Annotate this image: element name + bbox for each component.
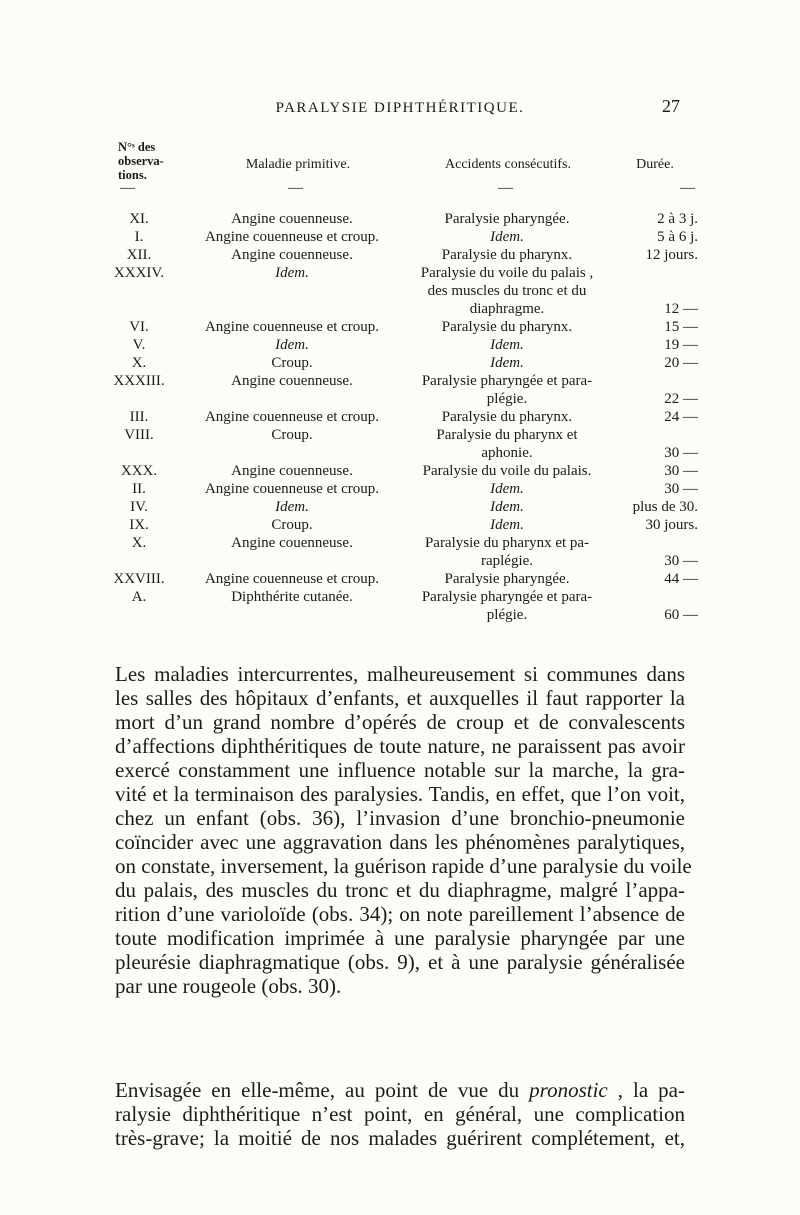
accident-line: Idem. — [490, 337, 524, 353]
accidents-consecutifs — [398, 246, 616, 264]
accidents-consecutifs — [398, 498, 616, 516]
text-line: chez un enfant (obs. 36), l’invasion d’une bronchio-pneumonie — [115, 806, 685, 830]
table-row — [0, 480, 800, 498]
accidents-consecutifs — [398, 534, 616, 570]
text-line: toute modification imprimée à une paralysie pharyngée par une — [115, 926, 685, 950]
accident-line: des muscles du tronc et du — [427, 283, 587, 299]
text-line: rition d’une varioloïde (obs. 34); on note pareillement l’absence de — [115, 902, 685, 926]
text-line: d’affections diphthéritiques de toute nature, ne paraissent pas avoir — [115, 734, 685, 758]
table-row — [0, 246, 800, 264]
observation-number: VI. — [129, 319, 149, 335]
accident-line: Paralysie du pharynx. — [441, 247, 573, 263]
paragraph-prognosis — [115, 1078, 685, 1150]
paragraph-intercurrent-diseases — [115, 662, 692, 998]
duree: 30 — — [664, 481, 698, 497]
maladie-primitive: Diphthérite cutanée. — [231, 589, 353, 605]
table-row — [0, 462, 800, 480]
duree: 30 — — [664, 445, 698, 461]
observation-number: XXX. — [120, 463, 158, 479]
page-number: 27 — [662, 96, 680, 116]
maladie-primitive: Angine couenneuse et croup. — [204, 319, 380, 335]
duree: 44 — — [664, 571, 698, 587]
duree: 5 à 6 j. — [657, 229, 698, 245]
accidents-consecutifs — [398, 570, 616, 588]
accidents-consecutifs — [398, 516, 616, 534]
duree: plus de 30. — [632, 499, 698, 515]
maladie-primitive: Angine couenneuse et croup. — [204, 571, 380, 587]
text-line: on constate, inversement, la guérison rapide d’une paralysie du voile — [115, 854, 692, 878]
duree: 22 — — [664, 391, 698, 407]
observation-number: X. — [131, 535, 147, 551]
maladie-primitive: Angine couenneuse et croup. — [204, 409, 380, 425]
table-row — [0, 426, 800, 462]
duree: 20 — — [664, 355, 698, 371]
observation-number: II. — [132, 481, 146, 497]
accident-line: Paralysie pharyngée. — [444, 571, 570, 587]
duree: 12 jours. — [645, 247, 698, 263]
accident-line: Idem. — [490, 517, 524, 533]
table-row — [0, 336, 800, 354]
duree: 15 — — [664, 319, 698, 335]
column-header-duree: Durée. — [636, 157, 674, 172]
text-line: exercé constamment une influence notable sur la marche, la gra- — [115, 758, 685, 782]
observation-number: XXVIII. — [113, 571, 165, 587]
observation-number: III. — [129, 409, 149, 425]
text-line: par une rougeole (obs. 30). — [115, 974, 342, 998]
accident-line: Paralysie du voile du palais. — [422, 463, 592, 479]
header-dash: — — [680, 180, 695, 196]
header-dash: — — [288, 180, 303, 196]
text-line: coïncider avec une aggravation dans les phénomènes paralytiques, — [115, 830, 685, 854]
accident-line: Paralysie pharyngée. — [444, 211, 570, 227]
text-line: mort d’un grand nombre d’opérés de croup et de convalescents — [115, 710, 685, 734]
table-row — [0, 354, 800, 372]
observations-table — [0, 210, 800, 624]
duree: 12 — — [664, 301, 698, 317]
observation-number: I. — [134, 229, 144, 245]
observation-number: V. — [132, 337, 146, 353]
accident-line: diaphragme. — [469, 301, 545, 317]
maladie-primitive: Angine couenneuse. — [231, 463, 353, 479]
text-line: ralysie diphthéritique n’est point, en général, une complication — [115, 1102, 685, 1126]
observation-number: X. — [131, 355, 147, 371]
table-row — [0, 498, 800, 516]
maladie-primitive: Croup. — [271, 427, 313, 443]
accident-line: plégie. — [486, 391, 528, 407]
accident-line: Paralysie du pharynx et pa- — [424, 535, 590, 551]
observation-number: VIII. — [124, 427, 154, 443]
accident-line: Paralysie du pharynx. — [441, 409, 573, 425]
text-line: vité et la terminaison des paralysies. Tandis, en effet, que l’on voit, — [115, 782, 685, 806]
text-line: Les maladies intercurrentes, malheureusement si communes dans — [115, 662, 685, 686]
text-line: pleurésie diaphragmatique (obs. 9), et à une paralysie généralisée — [115, 950, 685, 974]
observation-number: XXXIV. — [113, 265, 165, 281]
maladie-primitive: Angine couenneuse et croup. — [204, 481, 380, 497]
maladie-primitive: Angine couenneuse. — [231, 373, 353, 389]
duree: 30 — — [664, 553, 698, 569]
accidents-consecutifs — [398, 264, 616, 318]
duree: 60 — — [664, 607, 698, 623]
maladie-primitive: Angine couenneuse. — [231, 535, 353, 551]
accident-line: Paralysie du pharynx et — [436, 427, 578, 443]
table-row — [0, 588, 800, 624]
observation-number: A. — [131, 589, 147, 605]
observation-number: XII. — [126, 247, 152, 263]
accident-line: Idem. — [490, 229, 524, 245]
maladie-primitive: Idem. — [275, 265, 309, 281]
accidents-consecutifs — [398, 588, 616, 624]
maladie-primitive: Croup. — [271, 517, 313, 533]
running-title: PARALYSIE DIPHTHÉRITIQUE. — [275, 100, 525, 116]
accidents-consecutifs — [398, 354, 616, 372]
observation-number: IX. — [129, 517, 149, 533]
table-row — [0, 228, 800, 246]
text-line: Envisagée en elle-même, au point de vue du pronostic , la pa- — [115, 1078, 685, 1102]
accidents-consecutifs — [398, 210, 616, 228]
duree: 24 — — [664, 409, 698, 425]
accidents-consecutifs — [398, 228, 616, 246]
maladie-primitive: Angine couenneuse et croup. — [204, 229, 380, 245]
maladie-primitive: Angine couenneuse. — [231, 211, 353, 227]
maladie-primitive: Idem. — [275, 499, 309, 515]
maladie-primitive: Croup. — [271, 355, 313, 371]
text-line: très-grave; la moitié de nos malades guérirent complétement, et, — [115, 1126, 685, 1150]
accidents-consecutifs — [398, 336, 616, 354]
column-header-maladie: Maladie primitive. — [245, 157, 351, 172]
table-row — [0, 534, 800, 570]
table-row — [0, 408, 800, 426]
maladie-primitive: Idem. — [275, 337, 309, 353]
accidents-consecutifs — [398, 426, 616, 462]
table-row — [0, 516, 800, 534]
duree: 30 jours. — [645, 517, 698, 533]
accidents-consecutifs — [398, 318, 616, 336]
table-row — [0, 570, 800, 588]
table-row — [0, 372, 800, 408]
maladie-primitive: Angine couenneuse. — [231, 247, 353, 263]
observation-number: XXXIII. — [113, 373, 165, 389]
accidents-consecutifs — [398, 462, 616, 480]
emphasis-pronostic: pronostic — [529, 1078, 608, 1102]
duree: 2 à 3 j. — [657, 211, 698, 227]
text-line: du palais, des muscles du tronc et du diaphragme, malgré l’appa- — [115, 878, 685, 902]
accident-line: plégie. — [486, 607, 528, 623]
observation-number: IV. — [130, 499, 148, 515]
header-dash: — — [498, 180, 513, 196]
header-dash: — — [120, 180, 135, 196]
accident-line: Idem. — [490, 481, 524, 497]
observation-number: XI. — [129, 211, 149, 227]
accident-line: aphonie. — [481, 445, 533, 461]
accident-line: Idem. — [490, 499, 524, 515]
accidents-consecutifs — [398, 408, 616, 426]
accident-line: Paralysie pharyngée et para- — [421, 373, 593, 389]
accidents-consecutifs — [398, 480, 616, 498]
column-header-observations: N°ˢ des observa- tions. — [118, 140, 164, 182]
accidents-consecutifs — [398, 372, 616, 408]
duree: 19 — — [664, 337, 698, 353]
duree: 30 — — [664, 463, 698, 479]
text-line: les salles des hôpitaux d’enfants, et auxquelles il faut rapporter la — [115, 686, 685, 710]
table-row — [0, 264, 800, 318]
accident-line: Paralysie du voile du palais , — [420, 265, 594, 281]
accident-line: raplégie. — [480, 553, 534, 569]
accident-line: Idem. — [490, 355, 524, 371]
table-row — [0, 210, 800, 228]
accident-line: Paralysie pharyngée et para- — [421, 589, 593, 605]
accident-line: Paralysie du pharynx. — [441, 319, 573, 335]
table-row — [0, 318, 800, 336]
column-header-accidents: Accidents consécutifs. — [445, 157, 571, 172]
